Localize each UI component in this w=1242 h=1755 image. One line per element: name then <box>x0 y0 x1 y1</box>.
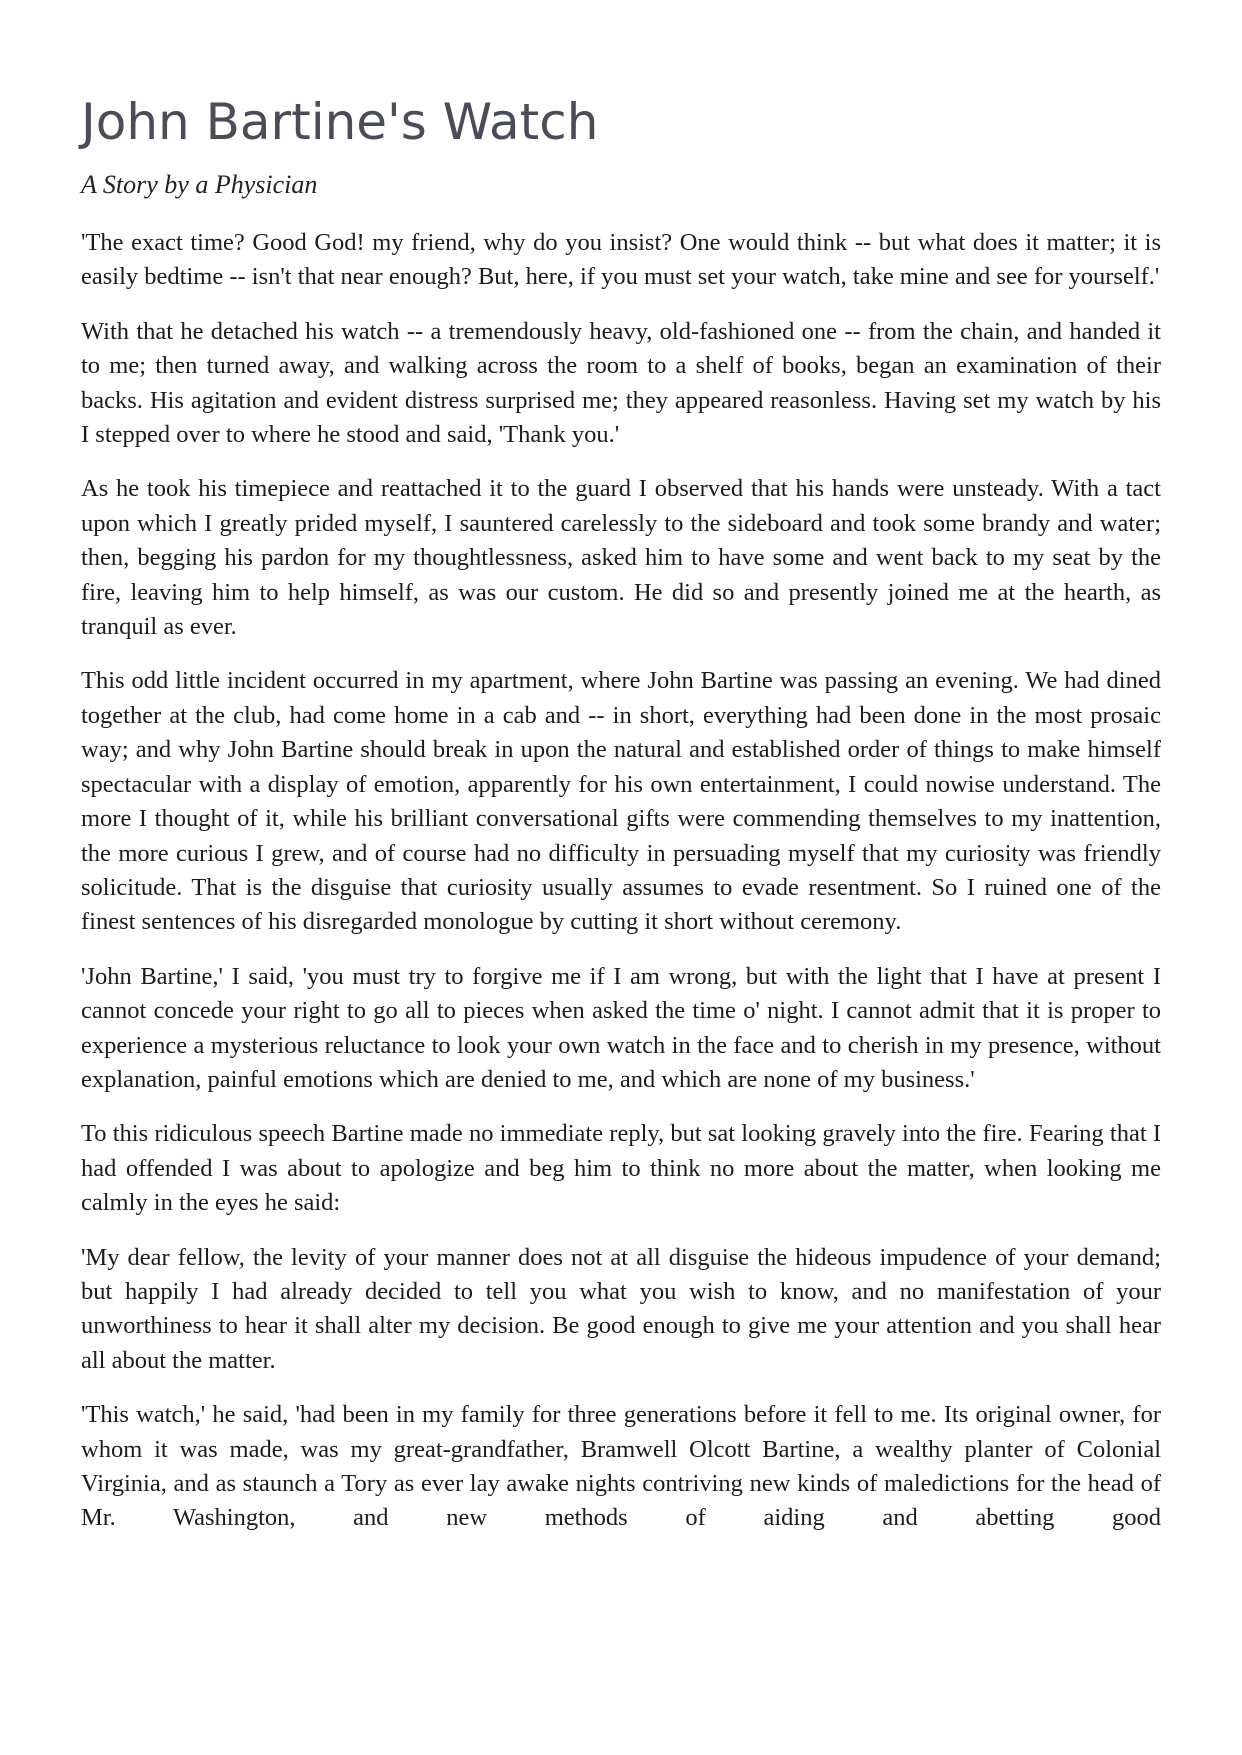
paragraph: 'This watch,' he said, 'had been in my family for three generations before it fell to me. Its original owner, for whom it was made, was my great-grandfather, Bramwell Olcott Bartine, a wealthy planter of Colonial Virginia, and as staunch a Tory as ever lay awake nights contriving new kinds of maledictions for the head of Mr. Washington, and new methods of aiding and abetting good <box>81 1401 1161 1532</box>
paragraph: As he took his timepiece and reattached it to the guard I observed that his hands were unsteady. With a tact upon which I greatly prided myself, I sauntered carelessly to the sideboard and took some brandy and water; then, begging his pardon for my thoughtlessness, asked him to have some and went back to my seat by the fire, leaving him to help himself, as was our custom. He did so and presently joined me at the hearth, as tranquil as ever. <box>81 475 1161 641</box>
paragraph: 'My dear fellow, the levity of your manner does not at all disguise the hideous impudence of your demand; but happily I had already decided to tell you what you wish to know, and no manifestation of your unworthiness to hear it shall alter my decision. Be good enough to give me your attention and you shall hear all about the matter. <box>81 1243 1161 1374</box>
paragraph: To this ridiculous speech Bartine made no immediate reply, but sat looking gravely into the fire. Fearing that I had offended I was about to apologize and beg him to think no more about the matter, when looking me calmly in the eyes he said: <box>81 1120 1161 1217</box>
paragraph: This odd little incident occurred in my apartment, where John Bartine was passing an evening. We had dined together at the club, had come home in a cab and -- in short, everything had been done in the most prosaic way; and why John Bartine should break in upon the natural and established order of things to make himself spectacular with a display of emotion, apparently for his own entertainment, I could nowise understand. The more I thought of it, while his brilliant conversational gifts were commending themselves to my inattention, the more curious I grew, and of course had no difficulty in persuading myself that my curiosity was friendly solicitude. That is the disguise that curiosity usually assumes to evade resentment. So I ruined one of the finest sentences of his disregarded monologue by cutting it short without ceremony. <box>81 667 1161 936</box>
paragraph: 'The exact time? Good God! my friend, why do you insist? One would think -- but what does it matter; it is easily bedtime -- isn't that near enough? But, here, if you must set your watch, take mine and see for yourself.' <box>81 229 1161 291</box>
paragraph: With that he detached his watch -- a tremendously heavy, old-fashioned one -- from the chain, and handed it to me; then turned away, and walking across the room to a shelf of books, began an examination of their backs. His agitation and evident distress surprised me; they appeared reasonless. Having set my watch by his I stepped over to where he stood and said, 'Thank you.' <box>81 317 1161 449</box>
story-subtitle: A Story by a Physician <box>81 170 318 199</box>
story-body <box>81 226 1161 1556</box>
paragraph: 'John Bartine,' I said, 'you must try to forgive me if I am wrong, but with the light that I have at present I cannot concede your right to go all to pieces when asked the time o' night. I cannot admit that it is proper to experience a mysterious reluctance to look your own watch in the face and to cherish in my presence, without explanation, painful emotions which are denied to me, and which are none of my business.' <box>81 962 1161 1093</box>
story-title: John Bartine's Watch <box>81 93 599 151</box>
